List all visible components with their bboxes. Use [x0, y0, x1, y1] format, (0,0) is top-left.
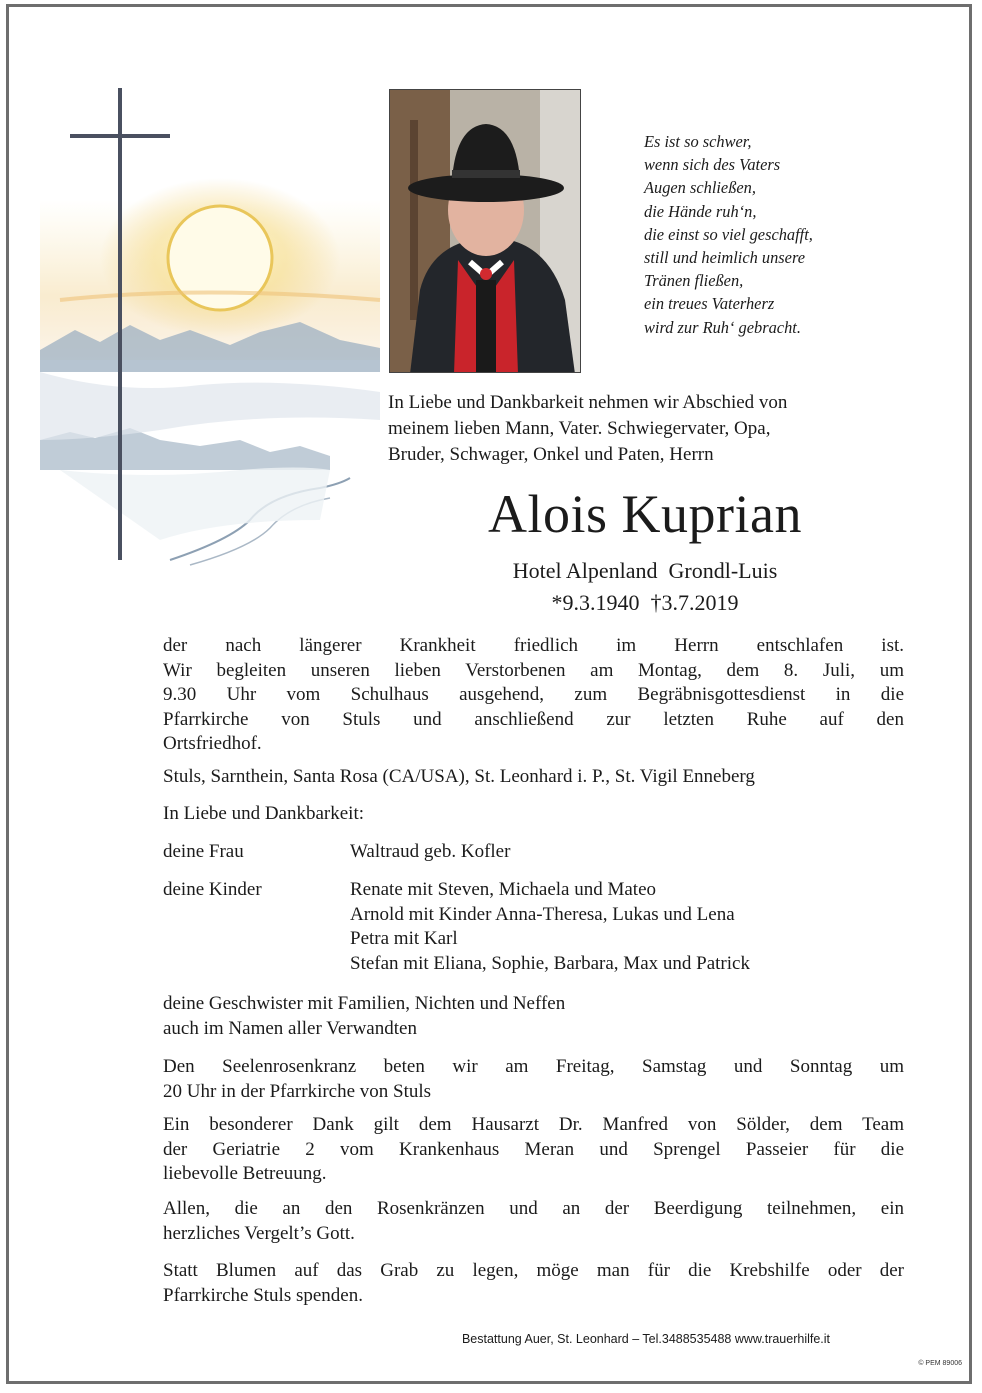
cross-vertical	[118, 88, 122, 560]
announcement-line: der nach längerer Krankheit friedlich im Herrn entschlafen ist.	[163, 635, 904, 656]
intro-line: meinem lieben Mann, Vater. Schwiegervater, Opa,	[388, 418, 771, 439]
deceased-subtitle: Hotel Alpenland Grondl-Luis	[512, 558, 778, 583]
poem-line: Tränen fließen,	[644, 271, 744, 291]
children-list	[350, 878, 750, 976]
poem-line: Augen schließen,	[644, 178, 756, 198]
intro-text	[388, 390, 904, 468]
places	[163, 765, 904, 790]
announcement-line: 9.30 Uhr vom Schulhaus ausgehend, zum Begräbnisgottesdienst in die	[163, 684, 904, 706]
siblings-line: auch im Namen aller Verwandten	[163, 1017, 417, 1039]
wife-name	[350, 840, 510, 865]
poem-line: die Hände ruh‘n,	[644, 201, 757, 221]
deceased-dates: *9.3.1940 †3.7.2019	[551, 590, 739, 615]
siblings-line: deine Geschwister mit Familien, Nichten und Neffen	[163, 993, 566, 1014]
poem-line: wird zur Ruh‘ gebracht.	[644, 317, 801, 337]
child-line: Arnold mit Kinder Anna-Theresa, Lukas und Lena	[350, 903, 735, 925]
snow-wash	[60, 468, 330, 541]
announcement-line: Ortsfriedhof.	[163, 733, 262, 755]
child-line: Renate mit Steven, Michaela und Mateo	[350, 879, 657, 900]
announcement	[163, 634, 904, 757]
poem-line: Es ist so schwer,	[644, 132, 752, 151]
thanks-text	[163, 1113, 904, 1187]
wife-line: Waltraud geb. Kofler	[350, 841, 511, 862]
poem-line: wenn sich des Vaters	[644, 155, 781, 175]
donation-line: Pfarrkirche Stuls spenden.	[163, 1284, 363, 1306]
thanks-line: liebevolle Betreuung.	[163, 1163, 327, 1185]
rosary-line: 20 Uhr in der Pfarrkirche von Stuls	[163, 1080, 432, 1102]
in-love-heading	[163, 802, 904, 827]
thanks-all-line: Allen, die an den Rosenkränzen und an der Beerdigung teilnehmen, ein	[163, 1198, 904, 1219]
poem-line: ein treues Vaterherz	[644, 294, 775, 314]
imprint-mark: © PEM 89006	[918, 1360, 962, 1367]
thanks-all-line: herzliches Vergelt’s Gott.	[163, 1222, 355, 1244]
thanks-line: Ein besonderer Dank gilt dem Hausarzt Dr. Manfred von Sölder, dem Team	[163, 1114, 904, 1135]
thanks-line: der Geriatrie 2 vom Krankenhaus Meran und Sprengel Passeier für die	[163, 1138, 904, 1160]
child-line: Petra mit Karl	[350, 928, 458, 950]
children-label: deine Kinder	[163, 879, 262, 900]
cross-horizontal	[70, 134, 170, 138]
donation-text	[163, 1259, 904, 1308]
footer-undertaker: Bestattung Auer, St. Leonhard – Tel.3488535488 www.trauerhilfe.it	[461, 1332, 831, 1346]
valley-wash	[40, 372, 380, 440]
intro-line: Bruder, Schwager, Onkel und Paten, Herrn	[388, 444, 714, 465]
rosary-text	[163, 1055, 904, 1104]
intro-line: In Liebe und Dankbarkeit nehmen wir Abschied von	[388, 392, 788, 413]
places-line: Stuls, Sarnthein, Santa Rosa (CA/USA), St. Leonhard i. P., St. Vigil Enneberg	[163, 766, 755, 787]
deceased-name: Alois Kuprian	[488, 484, 802, 544]
thanks-all-text	[163, 1197, 904, 1246]
rosary-line: Den Seelenrosenkranz beten wir am Freitag, Samstag und Sonntag um	[163, 1056, 904, 1077]
wife-label: deine Frau	[163, 841, 244, 862]
announcement-line: Wir begleiten unseren lieben Verstorbenen am Montag, dem 8. Juli, um	[163, 659, 904, 681]
portrait-photo	[389, 89, 581, 373]
poem	[644, 130, 944, 339]
portrait-illustration	[390, 90, 581, 373]
donation-line: Statt Blumen auf das Grab zu legen, möge man für die Krebshilfe oder der	[163, 1260, 904, 1281]
in-love-line: In Liebe und Dankbarkeit:	[163, 803, 365, 824]
poem-line: still und heimlich unsere	[644, 248, 806, 268]
siblings	[163, 992, 904, 1041]
child-line: Stefan mit Eliana, Sophie, Barbara, Max und Patrick	[350, 952, 750, 974]
poem-line: die einst so viel geschafft,	[644, 224, 813, 244]
announcement-line: Pfarrkirche von Stuls und anschließend zur letzten Ruhe auf den	[163, 708, 904, 730]
cross-sunset-illustration	[0, 0, 400, 580]
